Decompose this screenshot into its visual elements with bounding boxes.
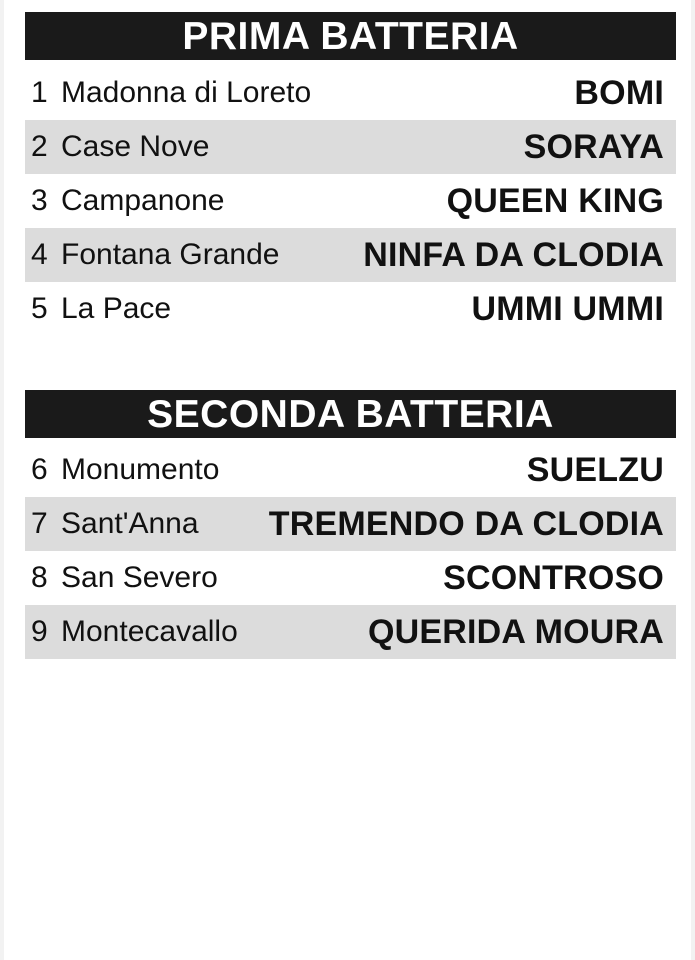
district-name: Case Nove xyxy=(61,130,210,163)
horse-name: NINFA DA CLODIA xyxy=(363,235,664,274)
horse-name: UMMI UMMI xyxy=(471,289,664,328)
horse-name: SUELZU xyxy=(526,450,664,489)
district-name: Campanone xyxy=(61,184,225,217)
list-item xyxy=(25,497,676,551)
heat-title: SECONDA BATTERIA xyxy=(25,390,676,438)
district-name: Fontana Grande xyxy=(61,238,280,271)
list-item xyxy=(25,605,676,659)
entry-number: 5 xyxy=(31,292,48,325)
horse-name: SORAYA xyxy=(523,127,664,166)
entry-number: 1 xyxy=(31,76,48,109)
horse-name: TREMENDO DA CLODIA xyxy=(268,504,664,543)
list-item xyxy=(25,443,676,497)
list-item xyxy=(25,66,676,120)
heat-2-list xyxy=(25,443,676,659)
entry-number: 8 xyxy=(31,561,48,594)
list-item xyxy=(25,282,676,336)
district-name: La Pace xyxy=(61,292,172,325)
district-name: San Severo xyxy=(61,561,218,594)
list-item xyxy=(25,120,676,174)
entry-number: 7 xyxy=(31,507,48,540)
entry-number: 3 xyxy=(31,184,48,217)
document-sheet xyxy=(4,0,691,960)
list-item xyxy=(25,174,676,228)
heat-2 xyxy=(25,390,676,659)
list-item xyxy=(25,228,676,282)
district-name: Madonna di Loreto xyxy=(61,76,312,109)
entry-number: 9 xyxy=(31,615,48,648)
horse-name: SCONTROSO xyxy=(443,558,664,597)
entry-number: 2 xyxy=(31,130,48,163)
heat-1-list xyxy=(25,66,676,336)
horse-name: BOMI xyxy=(574,73,664,112)
district-name: Montecavallo xyxy=(61,615,238,648)
district-name: Sant'Anna xyxy=(61,507,199,540)
entry-number: 4 xyxy=(31,238,48,271)
entry-number: 6 xyxy=(31,453,48,486)
horse-name: QUERIDA MOURA xyxy=(368,612,664,651)
heat-1 xyxy=(25,12,676,336)
district-name: Monumento xyxy=(61,453,220,486)
list-item xyxy=(25,551,676,605)
heat-title: PRIMA BATTERIA xyxy=(25,12,676,60)
horse-name: QUEEN KING xyxy=(446,181,664,220)
